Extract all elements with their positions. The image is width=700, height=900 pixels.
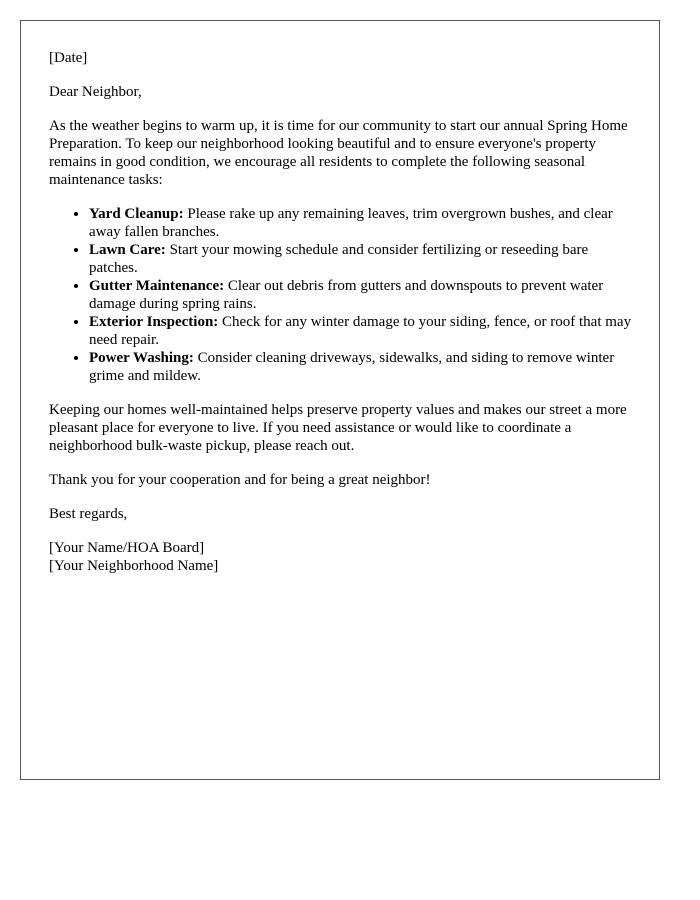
task-title: Exterior Inspection:: [89, 314, 219, 330]
letter-intro: As the weather begins to warm up, it is time for our community to start our annual Spring Home Preparation. To keep our neighborhood looking beautiful and to ensure everyone's property remains in good condition, we encourage all residents to complete the following seasonal maintenance tasks:: [49, 118, 628, 188]
letter-sign-off: Best regards,: [49, 506, 128, 522]
letter-closing-paragraph: Keeping our homes well-maintained helps preserve property values and makes our street a more pleasant place for everyone to live. If you need assistance or would like to coordinate a neighborhood bulk-waste pickup, please reach out.: [49, 402, 627, 454]
task-title: Yard Cleanup:: [89, 206, 184, 222]
task-description: Check for any winter damage to your siding, fence, or roof that may need repair.: [89, 314, 632, 348]
maintenance-task-list: [49, 205, 639, 385]
task-power-washing: [89, 349, 639, 385]
letter-signature: [49, 539, 639, 575]
task-lawn-care: [89, 241, 639, 277]
task-title: Gutter Maintenance:: [89, 278, 225, 294]
signature-neighborhood: [Your Neighborhood Name]: [49, 558, 219, 574]
letter-page: [20, 20, 660, 780]
task-title: Power Washing:: [89, 350, 194, 366]
signature-name: [Your Name/HOA Board]: [49, 540, 205, 556]
task-yard-cleanup: [89, 205, 639, 241]
task-gutter-maintenance: [89, 277, 639, 313]
task-description: Please rake up any remaining leaves, trim overgrown bushes, and clear away fallen branches.: [89, 206, 613, 240]
task-exterior-inspection: [89, 313, 639, 349]
letter-thanks: Thank you for your cooperation and for being a great neighbor!: [49, 472, 431, 488]
task-description: Consider cleaning driveways, sidewalks, and siding to remove winter grime and mildew.: [89, 350, 615, 384]
task-title: Lawn Care:: [89, 242, 166, 258]
letter-date: [Date]: [49, 50, 88, 66]
letter-content: [49, 49, 639, 591]
task-description: Start your mowing schedule and consider fertilizing or reseeding bare patches.: [89, 242, 589, 276]
letter-salutation: Dear Neighbor,: [49, 84, 142, 100]
task-description: Clear out debris from gutters and downspouts to prevent water damage during spring rains.: [89, 278, 604, 312]
